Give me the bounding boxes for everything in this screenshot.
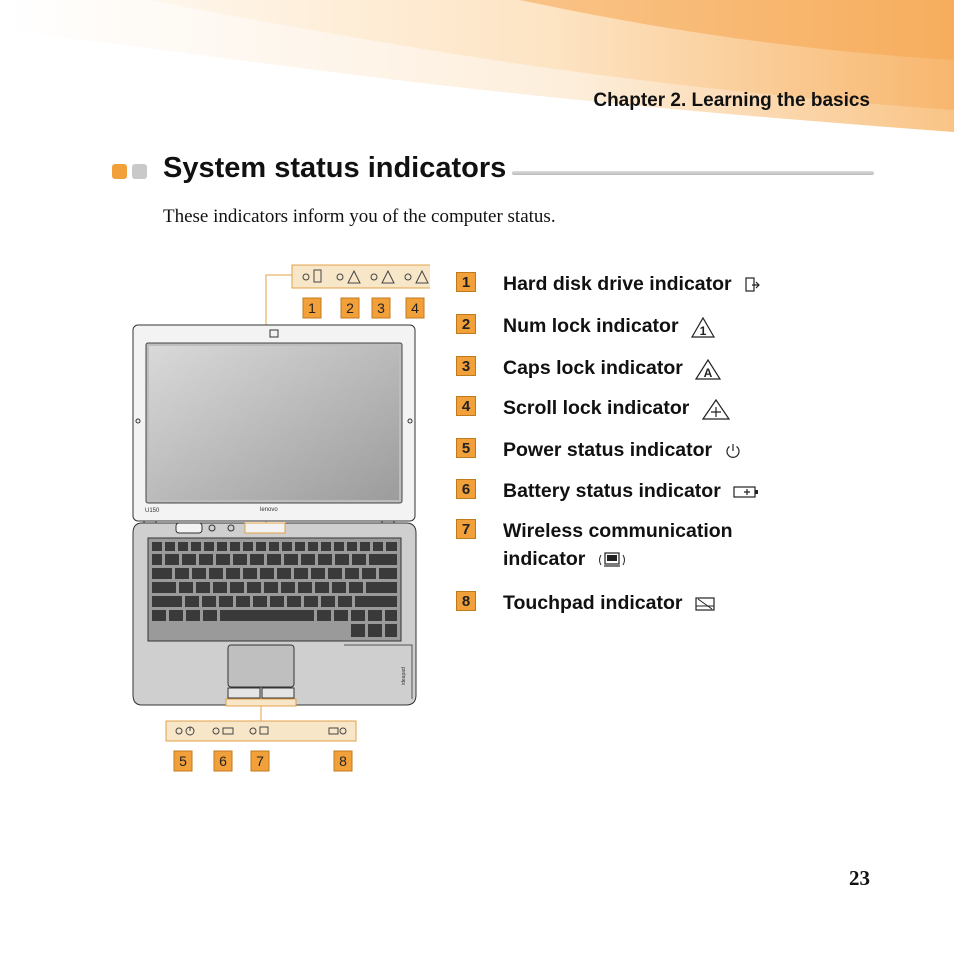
top-callout-4: 4 (411, 300, 419, 316)
legend-label: Power status indicator (503, 439, 713, 461)
legend-label: Caps lock indicator (503, 357, 683, 379)
power-icon (724, 442, 742, 460)
laptop-figure (120, 255, 430, 785)
bullet-gray (132, 164, 147, 179)
page-number: 23 (849, 866, 870, 890)
bottom-callout-8: 8 (339, 753, 347, 769)
top-indicator-strip (292, 265, 430, 288)
legend-num: 8 (456, 591, 476, 611)
title-rule (512, 171, 874, 175)
top-callouts (303, 298, 424, 318)
legend-label: Num lock indicator (503, 315, 679, 337)
section-title-block (112, 152, 874, 192)
legend-label-line1: Wireless communication (503, 520, 733, 542)
top-callout-2: 2 (346, 300, 354, 316)
scroll-lock-icon (701, 397, 731, 421)
chapter-heading: Chapter 2. Learning the basics (593, 90, 870, 111)
top-callout-1: 1 (308, 300, 316, 316)
caps-lock-icon (694, 357, 722, 381)
legend-label: Touchpad indicator (503, 592, 683, 614)
svg-text:1: 1 (699, 323, 707, 338)
legend-num: 3 (456, 356, 476, 376)
legend-num: 7 (456, 519, 476, 539)
wireless-icon (597, 550, 627, 570)
legend-num: 6 (456, 479, 476, 499)
svg-text:ideapad: ideapad (401, 667, 407, 685)
svg-text:U150: U150 (145, 508, 160, 514)
bottom-callout-5: 5 (179, 753, 187, 769)
battery-icon (732, 484, 760, 500)
bullet-orange (112, 164, 127, 179)
legend-label: Hard disk drive indicator (503, 273, 732, 295)
header-swoosh (0, 0, 954, 140)
legend-num: 5 (456, 438, 476, 458)
legend-label: Battery status indicator (503, 480, 721, 502)
bottom-callouts (174, 751, 352, 771)
num-lock-icon (690, 315, 716, 339)
bottom-callout-7: 7 (256, 753, 264, 769)
legend-num: 1 (456, 272, 476, 292)
section-title: System status indicators (163, 152, 507, 184)
bottom-callout-6: 6 (219, 753, 227, 769)
legend-label-line2: indicator (503, 548, 586, 570)
top-callout-3: 3 (377, 300, 385, 316)
svg-text:A: A (703, 365, 713, 380)
hdd-icon (743, 276, 761, 294)
legend-label: Scroll lock indicator (503, 397, 690, 419)
touchpad-icon (694, 596, 716, 612)
legend-num: 2 (456, 314, 476, 334)
legend-num: 4 (456, 396, 476, 416)
title-bullets (112, 164, 152, 184)
intro-text: These indicators inform you of the computer status. (163, 206, 556, 227)
svg-text:lenovo: lenovo (260, 507, 278, 513)
